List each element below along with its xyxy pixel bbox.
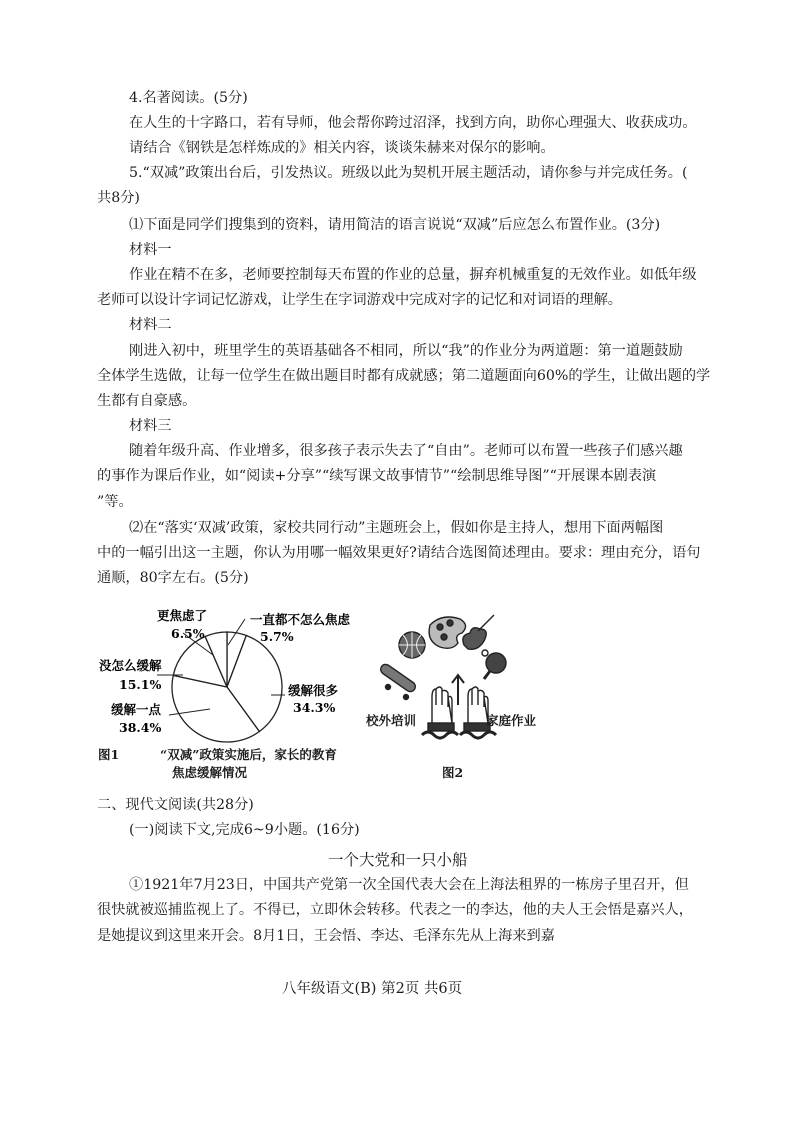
pie-slices xyxy=(172,632,282,742)
article-paragraph-line: ①1921年7月23日，中国共产党第一次全国代表大会在上海法租界的一栋房子里召开，但 xyxy=(129,877,689,893)
material-3-line: 的事作为课后作业，如“阅读+分享”“续写课文故事情节”“绘制思维导图”“开展课本剧表演 xyxy=(97,468,657,484)
article-paragraph-line: 是她提议到这里来开会。8月1日，王会悟、李达、毛泽东先从上海来到嘉 xyxy=(97,928,555,944)
material-3-line: ”等。 xyxy=(97,494,133,510)
basketball-icon xyxy=(399,632,425,658)
material-2-line: 全体学生选做，让每一位学生在做出题目时都有成就感；第二道题面向60%的学生，让做出题的学 xyxy=(97,368,711,384)
q5-points: 共8分) xyxy=(97,190,140,206)
q5-part2-line: 中的一幅引出这一主题，你认为用哪一幅效果更好?请结合选图简述理由。要求：理由充分，语句 xyxy=(97,545,701,561)
fig1-caption: 焦虑缓解情况 xyxy=(172,765,248,780)
article-title: 一个大党和一只小船 xyxy=(328,851,468,869)
slice-value: 6.5% xyxy=(171,626,205,641)
slice-value: 34.3% xyxy=(293,700,336,715)
skateboard-icon xyxy=(379,662,418,699)
hand-left-icon xyxy=(422,687,458,738)
q5-part2: ⑵在“落实‘双减’政策，家校共同行动”主题班会上，假如你是主持人，想用下面两幅图 xyxy=(129,520,664,536)
violin-icon xyxy=(463,615,494,649)
fig2-left-label: 校外培训 xyxy=(366,713,417,728)
q4-prompt: 请结合《钢铁是怎样炼成的》相关内容，谈谈朱赫来对保尔的影响。 xyxy=(129,140,555,156)
up-arrow-icon xyxy=(452,675,464,705)
material-3-title: 材料三 xyxy=(129,418,172,434)
material-2-title: 材料二 xyxy=(129,317,172,333)
q5-part1: ⑴下面是同学们搜集到的资料，请用简洁的语言说说“双减”后应怎么布置作业。(3分) xyxy=(129,217,661,233)
fig1-label: 图1 xyxy=(98,747,120,762)
material-1-line: 老师可以设计字词记忆游戏，让学生在字词游戏中完成对字的记忆和对词语的理解。 xyxy=(97,292,622,308)
q4-heading: 4.名著阅读。(5分) xyxy=(129,90,248,106)
slice-label: 一直都不怎么焦虑 xyxy=(250,612,351,627)
q5-part2-line: 通顺，80字左右。(5分) xyxy=(97,570,249,586)
fig1-caption: “双减”政策实施后，家长的教育 xyxy=(160,747,337,762)
section-heading: 二、现代文阅读(共28分) xyxy=(97,797,254,813)
slice-value: 5.7% xyxy=(260,629,294,644)
slice-label: 没怎么缓解 xyxy=(99,658,162,673)
slice-value: 38.4% xyxy=(119,720,162,735)
material-2-line: 生都有自豪感。 xyxy=(97,393,197,409)
section-subheading: (一)阅读下文,完成6~9小题。(16分) xyxy=(129,822,360,838)
material-2-line: 刚进入初中，班里学生的英语基础各不相同，所以“我”的作业分为两道题：第一道题鼓励 xyxy=(129,343,683,359)
slice-label: 缓解一点 xyxy=(111,702,162,717)
homework-illustration xyxy=(360,605,560,765)
material-1-line: 作业在精不在多，老师要控制每天布置的作业的总量，摒弃机械重复的无效作业。如低年级 xyxy=(129,267,697,283)
palette-icon xyxy=(429,617,465,648)
paddle-icon xyxy=(482,650,506,679)
material-3-line: 随着年级升高、作业增多，很多孩子表示失去了“自由”。老师可以布置一些孩子们感兴趣 xyxy=(129,443,683,459)
article-paragraph-line: 很快就被巡捕监视上了。不得已，立即休会转移。代表之一的李达，他的夫人王会悟是嘉兴人， xyxy=(97,902,693,918)
fig2-right-label: 家庭作业 xyxy=(486,713,537,728)
slice-label: 缓解很多 xyxy=(288,683,339,698)
slice-label: 更焦虑了 xyxy=(157,608,208,623)
q5-heading: 5.“双减”政策出台后，引发热议。班级以此为契机开展主题活动，请你参与并完成任务。( xyxy=(129,165,688,181)
page-footer: 八年级语文(B) 第2页 共6页 xyxy=(282,981,463,997)
fig2-label: 图2 xyxy=(442,765,464,780)
slice-value: 15.1% xyxy=(119,677,162,692)
q4-quote: 在人生的十字路口，若有导师，他会帮你跨过沼泽，找到方向，助你心理强大、收获成功。 xyxy=(129,115,697,131)
material-1-title: 材料一 xyxy=(129,242,172,258)
